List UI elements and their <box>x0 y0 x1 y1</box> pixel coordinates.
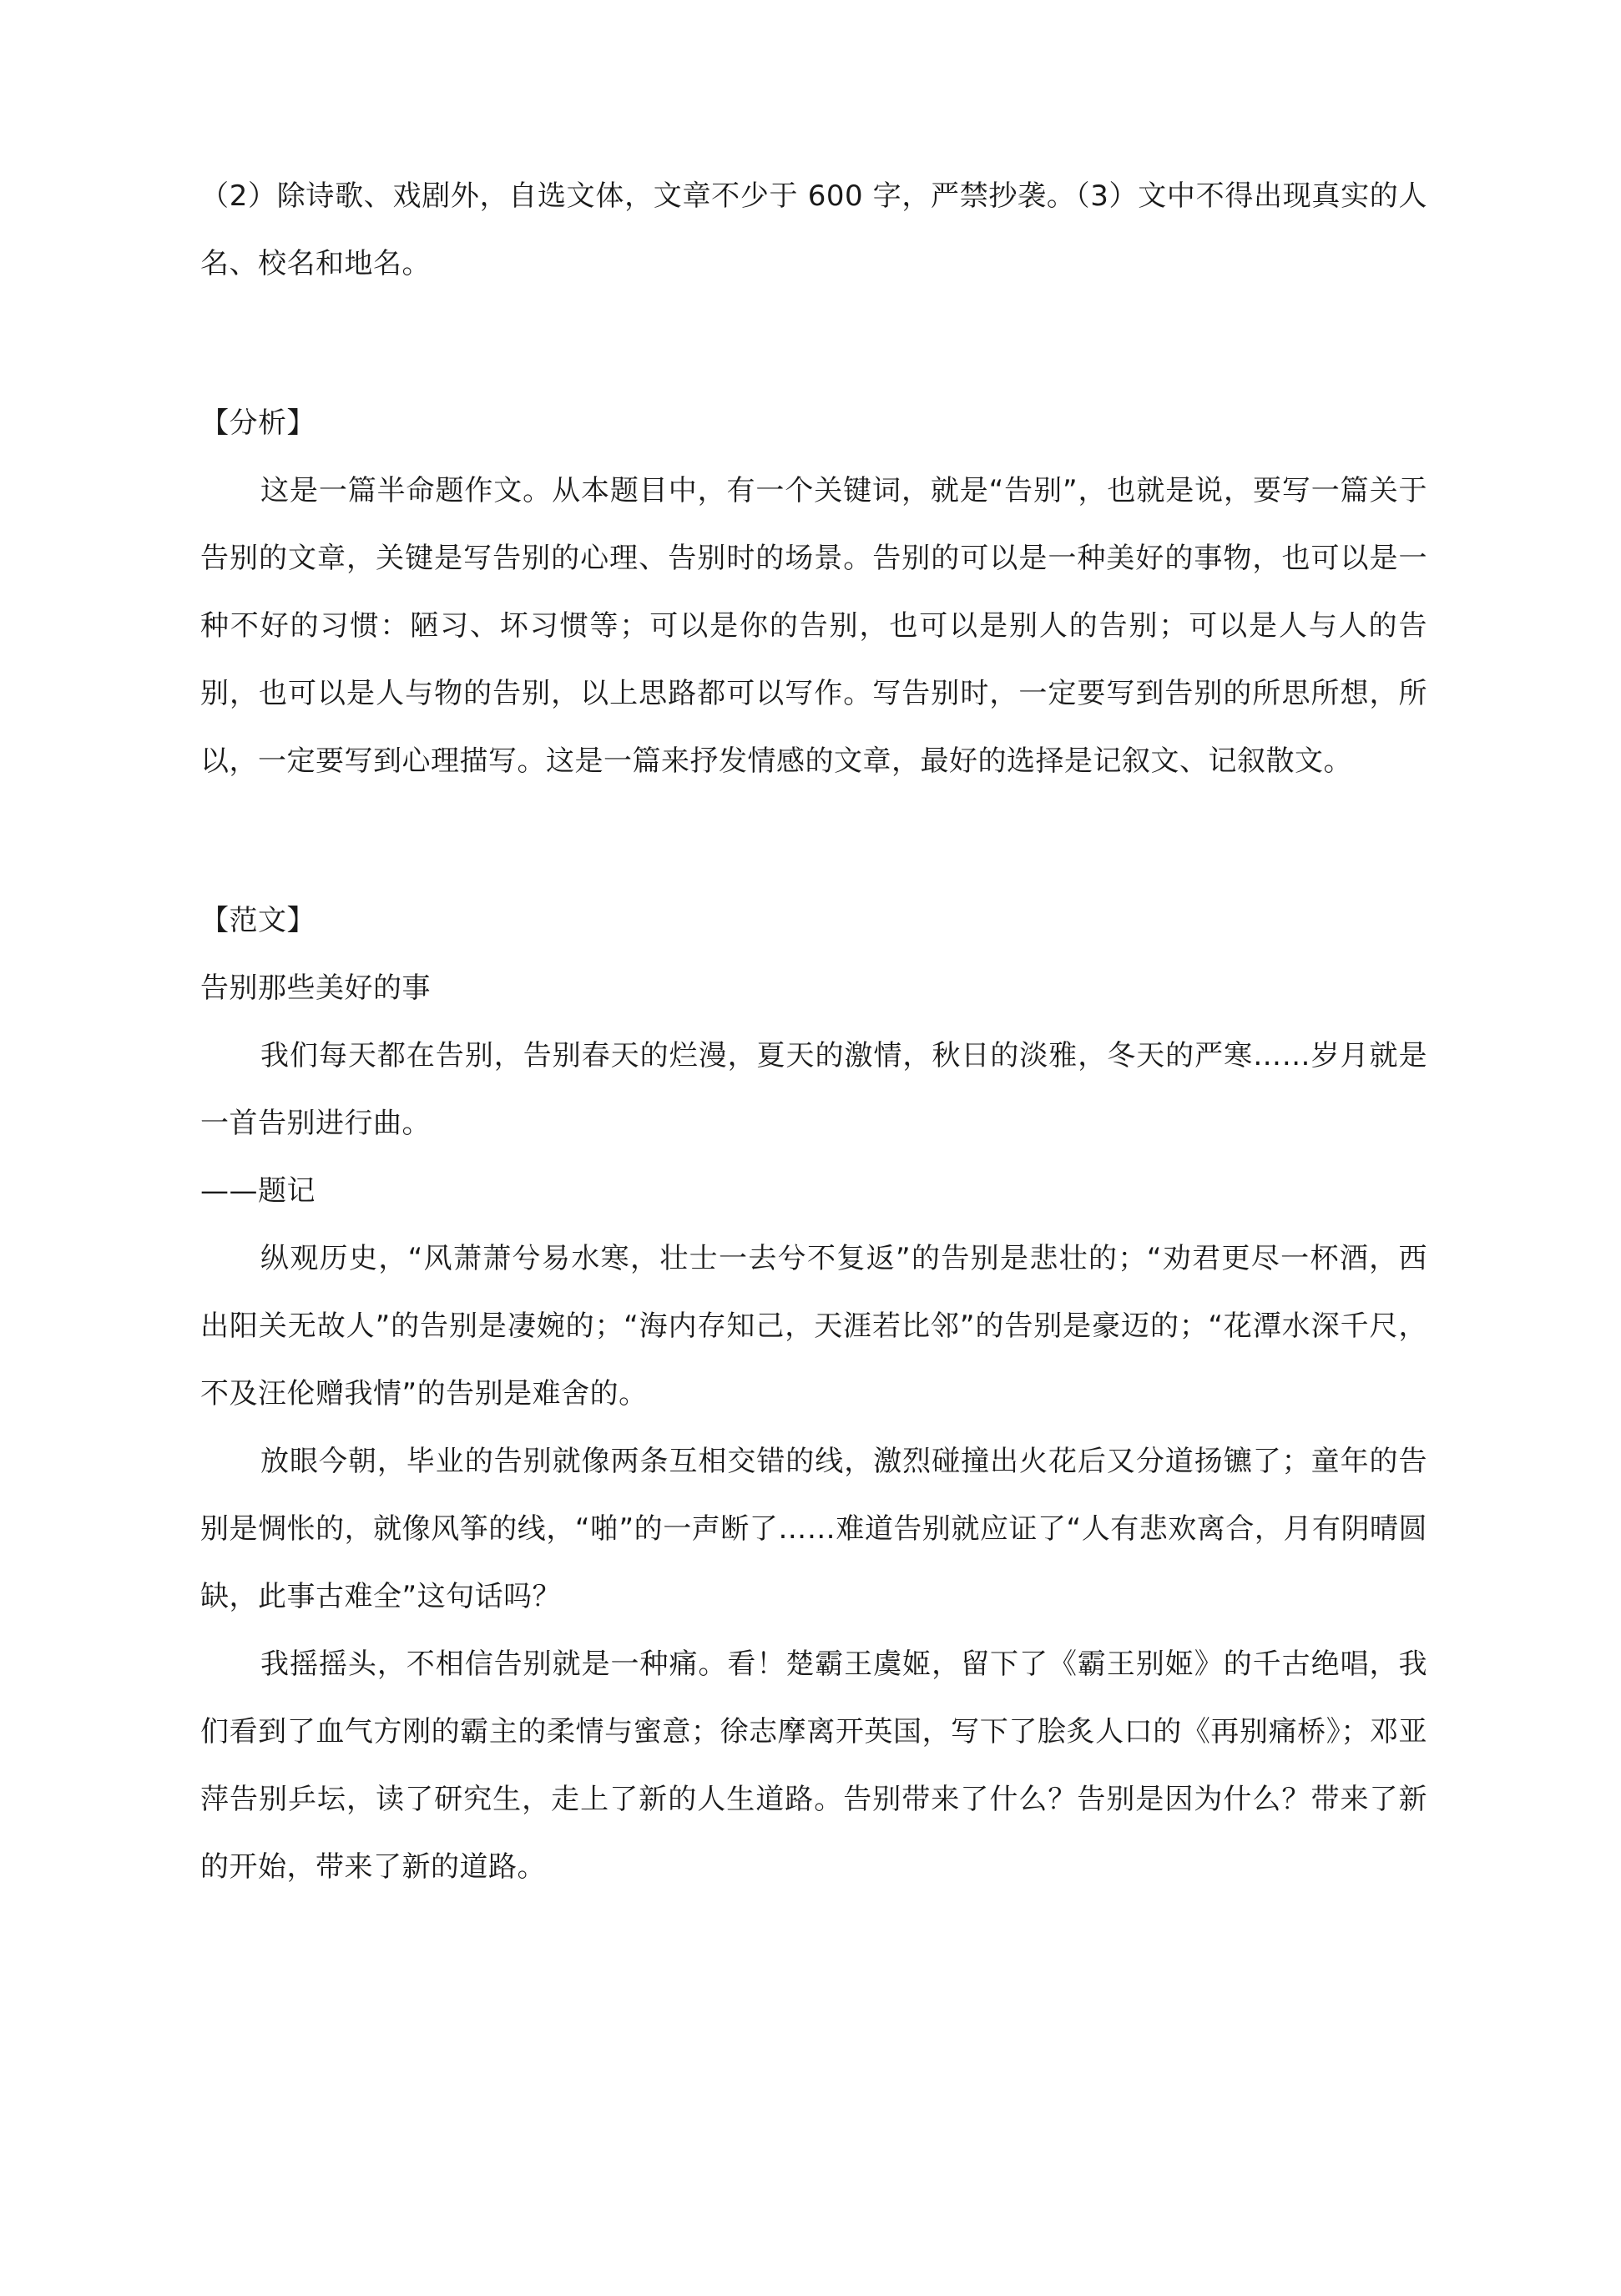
section-spacer <box>200 298 1427 390</box>
analysis-paragraph: 这是一篇半命题作文。从本题目中，有一个关键词，就是“告别”，也就是说，要写一篇关于告别的文章，关键是写告别的心理、告别时的场景。告别的可以是一种美好的事物，也可以是一种不好的习惯：陋习、坏习惯等；可以是你的告别，也可以是别人的告别；可以是人与人的告别，也可以是人与物的告别，以上思路都可以写作。写告别时，一定要写到告别的所思所想，所以，一定要写到心理描写。这是一篇来抒发情感的文章，最好的选择是记叙文、记叙散文。 <box>200 474 1427 778</box>
analysis-heading: 【分析】 <box>200 406 316 440</box>
epigraph-source: ——题记 <box>200 1174 316 1208</box>
section-spacer <box>200 795 1427 887</box>
essay-epigraph: 我们每天都在告别，告别春天的烂漫，夏天的激情，秋日的淡雅，冬天的严寒……岁月就是一首告别进行曲。 <box>200 1039 1427 1140</box>
essay-title: 告别那些美好的事 <box>200 971 431 1005</box>
requirements-text: （2）除诗歌、戏剧外，自选文体，文章不少于 600 字，严禁抄袭。（3）文中不得出现真实的人名、校名和地名。 <box>200 179 1427 280</box>
document-body <box>200 163 1427 1901</box>
essay-paragraph: 放眼今朝，毕业的告别就像两条互相交错的线，激烈碰撞出火花后又分道扬镳了；童年的告别是惆怅的，就像风筝的线，“啪”的一声断了……难道告别就应证了“人有悲欢离合，月有阴晴圆缺，此事古难全”这句话吗？ <box>200 1445 1427 1613</box>
sample-heading: 【范文】 <box>200 904 316 937</box>
essay-paragraph: 纵观历史，“风萧萧兮易水寒，壮士一去兮不复返”的告别是悲壮的；“劝君更尽一杯酒，西出阳关无故人”的告别是凄婉的；“海内存知己，天涯若比邻”的告别是豪迈的；“花潭水深千尺，不及汪伦赠我情”的告别是难舍的。 <box>200 1242 1427 1410</box>
essay-paragraph: 我摇摇头，不相信告别就是一种痛。看！楚霸王虞姬，留下了《霸王别姬》的千古绝唱，我们看到了血气方刚的霸主的柔情与蜜意；徐志摩离开英国，写下了脍炙人口的《再别痛桥》；邓亚萍告别乒坛，读了研究生，走上了新的人生道路。告别带来了什么？告别是因为什么？带来了新的开始，带来了新的道路。 <box>200 1648 1427 1884</box>
